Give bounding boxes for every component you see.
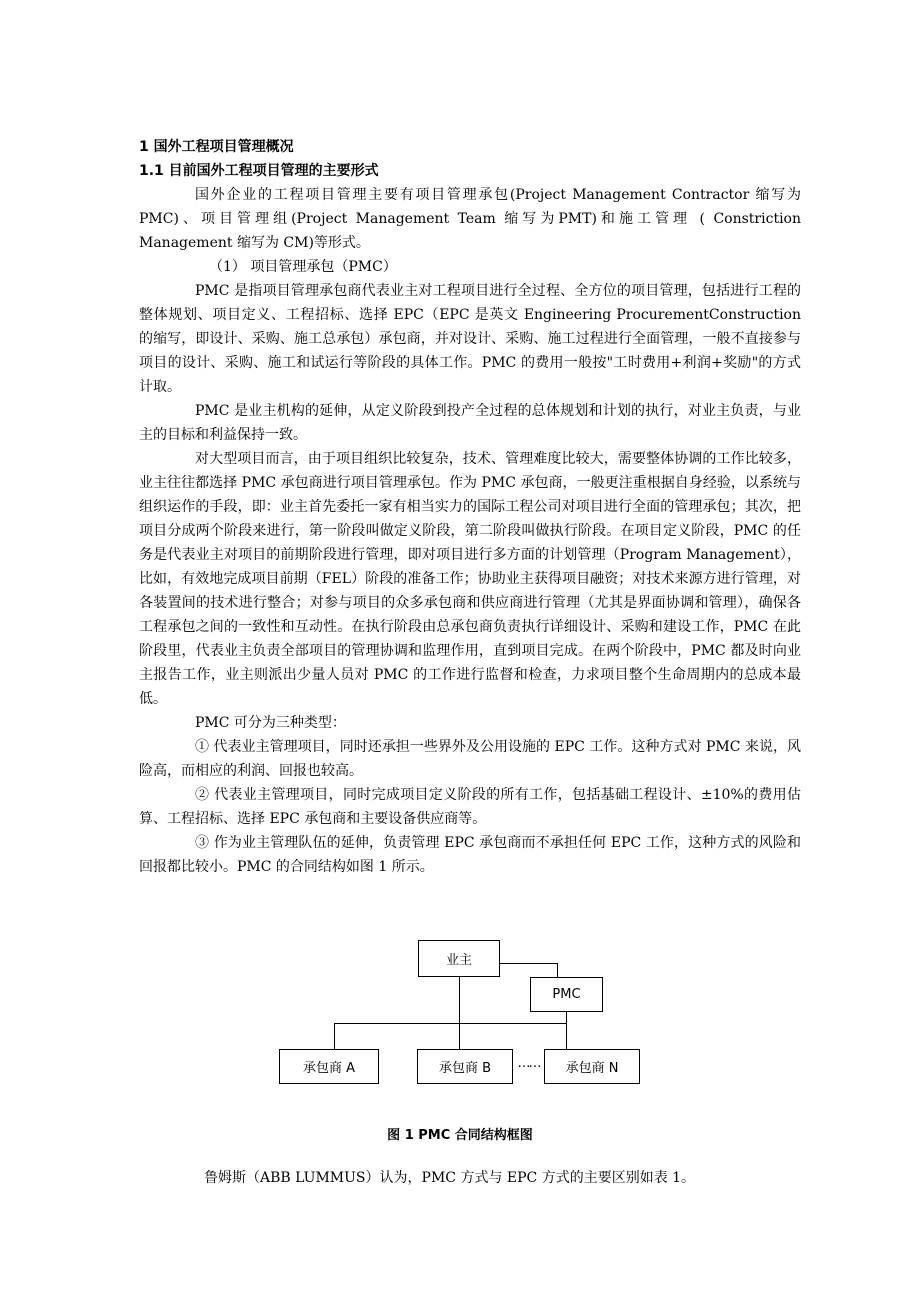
connector-to-n (566, 1023, 567, 1049)
paragraph-pmc-types: PMC 可分为三种类型： (195, 715, 346, 731)
pmc-box: PMC (530, 977, 603, 1012)
ellipsis-connector: …… (517, 1056, 540, 1071)
paragraph-forms: 国外企业的工程项目管理主要有项目管理承包(Project Management Contractor 缩写为PMC)、项目管理组(Project Management Team 缩写为PMT)和施工管理 ( Constriction Management 缩写为 CM)等形式。 (139, 187, 801, 251)
connector-owner-pmc-v (557, 963, 558, 977)
connector-bus (334, 1023, 567, 1024)
connector-to-a (334, 1023, 335, 1049)
connector-pmc-down (566, 1012, 567, 1023)
owner-box: 业主 (418, 940, 500, 977)
paragraph-type-3: ③ 作为业主管理队伍的延伸，负责管理 EPC 承包商而不承担任何 EPC 工作，这种方式的风险和回报都比较小。PMC 的合同结构如图 1 所示。 (139, 835, 801, 875)
item-heading-pmc: （1） 项目管理承包（PMC） (209, 259, 397, 275)
paragraph-type-2: ② 代表业主管理项目，同时完成项目定义阶段的所有工作，包括基础工程设计、±10%的费用估算、工程招标、选择 EPC 承包商和主要设备供应商等。 (139, 787, 801, 827)
paragraph-pmc-extension: PMC 是业主机构的延伸，从定义阶段到投产全过程的总体规划和计划的执行，对业主负责，与业主的目标和利益保持一致。 (139, 403, 801, 443)
contractor-a-box: 承包商 A (279, 1049, 379, 1084)
figure-caption: 图 1 PMC 合同结构框图 (387, 1128, 533, 1143)
connector-owner-pmc-h (500, 963, 557, 964)
connector-owner-down (459, 977, 460, 1023)
section-heading: 1 国外工程项目管理概况 (139, 139, 294, 155)
paragraph-type-1: ① 代表业主管理项目，同时还承担一些界外及公用设施的 EPC 工作。这种方式对 PMC 来说，风险高，而相应的利润、回报也较高。 (139, 739, 801, 779)
paragraph-large-projects: 对大型项目而言，由于项目组织比较复杂，技术、管理难度比较大，需要整体协调的工作比较多，业主往往都选择 PMC 承包商进行项目管理承包。作为 PMC 承包商，一般更注重根据自身经验，以系统与组织运作的手段，即：业主首先委托一家有相当实力的国际工程公司对项目进行全面的管理承包；其次，把项目分成两个阶段来进行，第一阶段叫做定义阶段，第二阶段叫做执行阶段。在项目定义阶段，PMC 的任务是代表业主对项目的前期阶段进行管理，即对项目进行多方面的计划管理（Program Management），比如，有效地完成项目前期（FEL）阶段的准备工作；协助业主获得项目融资；对技术来源方进行管理，对各装置间的技术进行整合；对参与项目的众多承包商和供应商进行管理（尤其是界面协调和管理），确保各工程承包之间的一致性和互动性。在执行阶段由总承包商负责执行详细设计、采购和建设工作，PMC 在此阶段里，代表业主负责全部项目的管理协调和监理作用，直到项目完成。在两个阶段中，PMC 都及时向业主报告工作，业主则派出少量人员对 PMC 的工作进行监督和检查，力求项目整个生命周期内的总成本最低。 (139, 451, 801, 707)
paragraph-pmc-definition: PMC 是指项目管理承包商代表业主对工程项目进行全过程、全方位的项目管理，包括进行工程的整体规划、项目定义、工程招标、选择 EPC（EPC 是英文 Engineering ProcurementConstruction 的缩写，即设计、采购、施工总承包）承包商，并对设计、采购、施工过程进行全面管理，一般不直接参与项目的设计、采购、施工和试运行等阶段的具体工作。PMC 的费用一般按"工时费用+利润+奖励"的方式计取。 (139, 283, 801, 395)
subsection-heading: 1.1 目前国外工程项目管理的主要形式 (139, 163, 379, 179)
contractor-b-box: 承包商 B (417, 1049, 513, 1084)
table-intro-paragraph: 鲁姆斯（ABB LUMMUS）认为，PMC 方式与 EPC 方式的主要区别如表 1。 (204, 1170, 696, 1186)
connector-to-b (459, 1023, 460, 1049)
contractor-n-box: 承包商 N (544, 1049, 640, 1084)
